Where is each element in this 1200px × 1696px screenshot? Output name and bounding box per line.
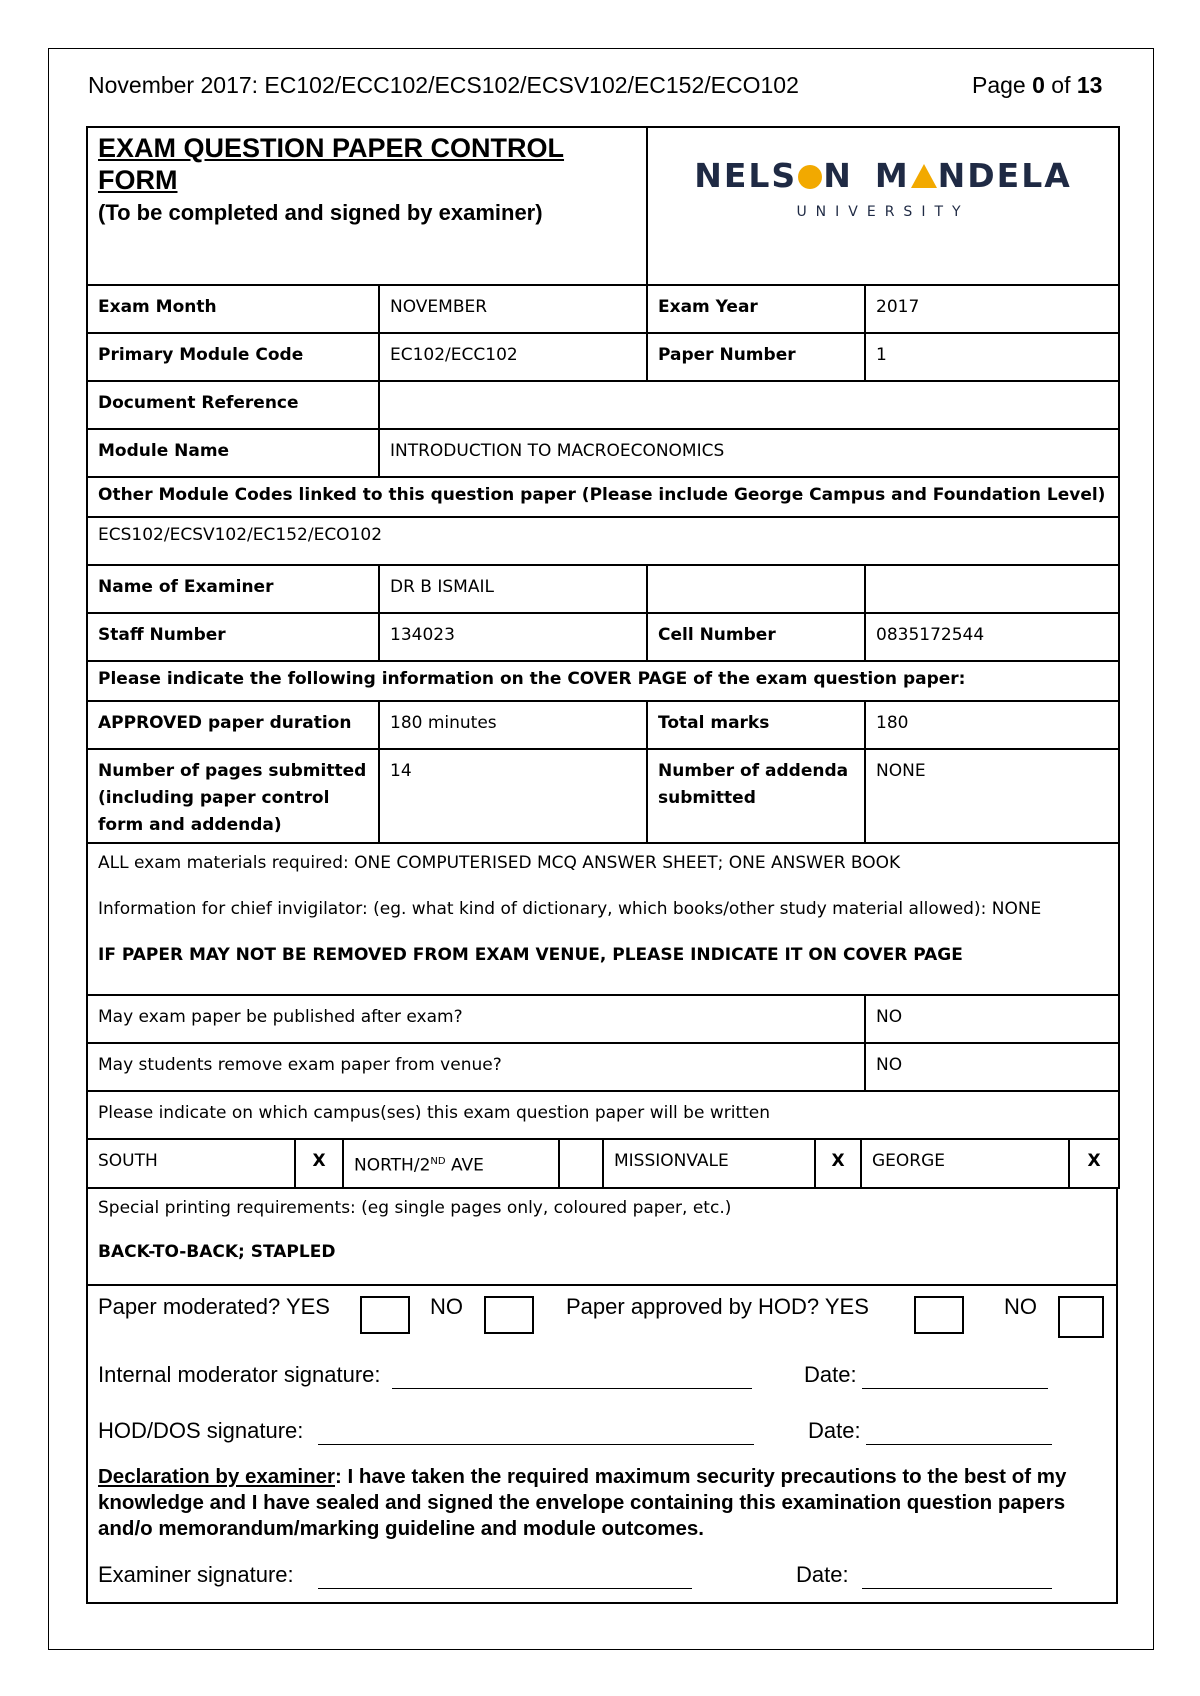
- campus-north: NORTH/2ND AVE: [343, 1140, 559, 1188]
- paper-number-value: 1: [865, 333, 1119, 381]
- internal-moderator-signature-line[interactable]: [392, 1388, 752, 1389]
- primary-code-label: Primary Module Code: [87, 333, 379, 381]
- empty-cell: [647, 565, 865, 613]
- paper-moderated-label: Paper moderated? YES: [98, 1294, 330, 1319]
- publish-answer: NO: [865, 995, 1119, 1043]
- cell-number-label: Cell Number: [647, 613, 865, 661]
- campus-george: GEORGE: [861, 1140, 1069, 1188]
- examiner-value: DR B ISMAIL: [379, 565, 647, 613]
- hod-date-line[interactable]: [866, 1444, 1052, 1445]
- total-marks-label: Total marks: [647, 701, 865, 749]
- hod-signature-line[interactable]: [318, 1444, 754, 1445]
- pages-submitted-label: Number of pages submitted (including paper control form and addenda): [87, 749, 379, 843]
- staff-number-label: Staff Number: [87, 613, 379, 661]
- printing-cell: [87, 1189, 1117, 1285]
- campus-missionvale: MISSIONVALE: [603, 1140, 815, 1188]
- module-name-value: INTRODUCTION TO MACROECONOMICS: [379, 429, 1119, 477]
- other-codes-label: Other Module Codes linked to this question paper (Please include George Campus and Foundation Level): [87, 477, 1119, 517]
- pages-submitted-value: 14: [379, 749, 647, 843]
- printing-value: BACK-TO-BACK; STAPLED: [98, 1242, 336, 1262]
- addenda-label: Number of addenda submitted: [647, 749, 865, 843]
- paper-number-label: Paper Number: [647, 333, 865, 381]
- primary-code-value: EC102/ECC102: [379, 333, 647, 381]
- remove-question: May students remove exam paper from venue?: [87, 1043, 865, 1091]
- printing-label: Special printing requirements: (eg single pages only, coloured paper, etc.): [98, 1198, 732, 1218]
- logo-cell: [647, 127, 1119, 285]
- empty-cell: [865, 565, 1119, 613]
- examiner-label: Name of Examiner: [87, 565, 379, 613]
- moderated-no-checkbox[interactable]: [484, 1296, 534, 1334]
- cover-page-note: Please indicate the following information on the COVER PAGE of the exam question paper:: [87, 661, 1119, 701]
- staff-number-value: 134023: [379, 613, 647, 661]
- exam-year-label: Exam Year: [647, 285, 865, 333]
- doc-ref-label: Document Reference: [87, 381, 379, 429]
- internal-moderator-signature-label: Internal moderator signature:: [98, 1362, 381, 1387]
- remove-answer: NO: [865, 1043, 1119, 1091]
- materials-cell: [87, 843, 1119, 995]
- campus-prompt: Please indicate on which campus(ses) this exam question paper will be written: [87, 1091, 1119, 1139]
- campus-missionvale-mark: X: [815, 1140, 861, 1188]
- campus-george-mark: X: [1069, 1140, 1119, 1188]
- internal-date-line[interactable]: [862, 1388, 1048, 1389]
- cell-number-value: 0835172544: [865, 613, 1119, 661]
- examiner-date-line[interactable]: [862, 1588, 1052, 1589]
- page-number: Page 0 of 13: [972, 72, 1103, 98]
- control-form: [86, 126, 1118, 1604]
- duration-value: 180 minutes: [379, 701, 647, 749]
- moderated-no-label: NO: [430, 1294, 463, 1319]
- materials-required: ALL exam materials required: ONE COMPUTERISED MCQ ANSWER SHEET; ONE ANSWER BOOK: [98, 853, 901, 873]
- campus-south: SOUTH: [87, 1140, 295, 1188]
- university-logo: NELS N M NDELA UNIVERSITY: [694, 156, 1072, 220]
- logo-triangle-icon: [911, 164, 937, 188]
- internal-date-label: Date:: [804, 1362, 857, 1387]
- exam-year-value: 2017: [865, 285, 1119, 333]
- moderated-yes-checkbox[interactable]: [360, 1296, 410, 1334]
- paper-approved-label: Paper approved by HOD? YES: [566, 1294, 869, 1319]
- exam-month-label: Exam Month: [87, 285, 379, 333]
- campus-north-mark: [559, 1140, 603, 1188]
- form-subtitle: (To be completed and signed by examiner): [98, 200, 543, 225]
- exam-month-value: NOVEMBER: [379, 285, 647, 333]
- venue-note: IF PAPER MAY NOT BE REMOVED FROM EXAM VENUE, PLEASE INDICATE IT ON COVER PAGE: [98, 945, 963, 965]
- invigilator-info: Information for chief invigilator: (eg. what kind of dictionary, which books/other study material allowed): NONE: [98, 899, 1042, 919]
- approved-no-label: NO: [1004, 1294, 1037, 1319]
- examiner-signature-label: Examiner signature:: [98, 1562, 294, 1587]
- approved-no-checkbox[interactable]: [1058, 1296, 1104, 1338]
- approved-yes-checkbox[interactable]: [914, 1296, 964, 1334]
- document-header: November 2017: EC102/ECC102/ECS102/ECSV102/EC152/ECO102: [88, 72, 799, 98]
- form-table: [86, 126, 1120, 1140]
- examiner-signature-line[interactable]: [318, 1588, 692, 1589]
- other-codes-value: ECS102/ECSV102/EC152/ECO102: [87, 517, 1119, 565]
- examiner-date-label: Date:: [796, 1562, 849, 1587]
- campus-table: [86, 1140, 1120, 1189]
- approval-section: [86, 1286, 1118, 1604]
- publish-question: May exam paper be published after exam?: [87, 995, 865, 1043]
- logo-dot-icon: [798, 165, 822, 189]
- module-name-label: Module Name: [87, 429, 379, 477]
- examiner-declaration: Declaration by examiner: I have taken the required maximum security precautions to the best of my knowledge and I have sealed and signed the envelope containing this examination question papers and/o memorandum/marking guideline and module outcomes.: [98, 1465, 1067, 1540]
- doc-ref-value: [379, 381, 1119, 429]
- hod-date-label: Date:: [808, 1418, 861, 1443]
- campus-south-mark: X: [295, 1140, 343, 1188]
- hod-signature-label: HOD/DOS signature:: [98, 1418, 304, 1443]
- duration-label: APPROVED paper duration: [87, 701, 379, 749]
- form-title: EXAM QUESTION PAPER CONTROL FORM: [98, 133, 565, 195]
- addenda-value: NONE: [865, 749, 1119, 843]
- printing-table: [86, 1189, 1118, 1286]
- total-marks-value: 180: [865, 701, 1119, 749]
